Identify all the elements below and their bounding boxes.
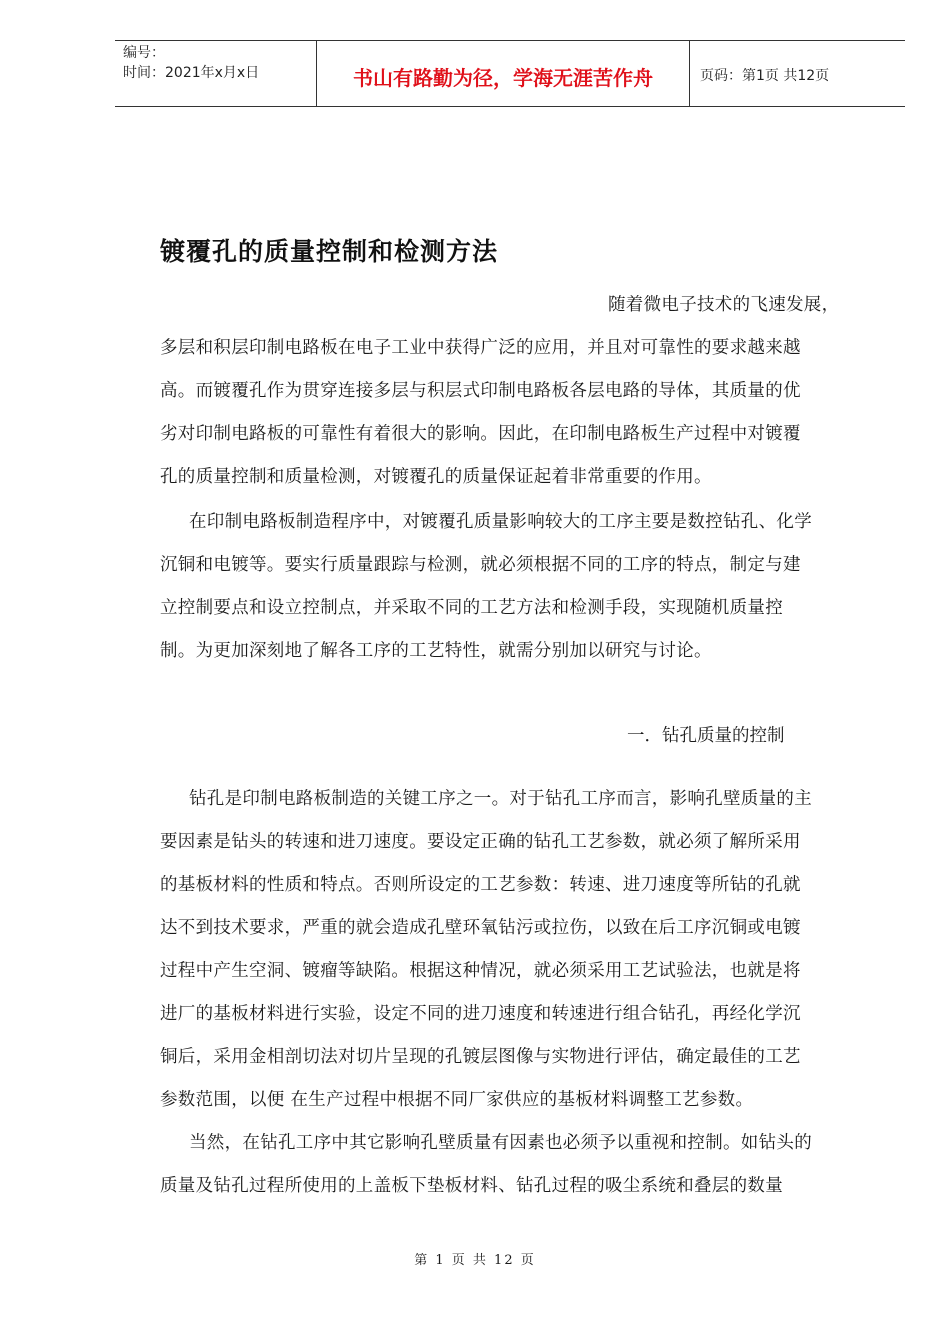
paragraph-line: 在印制电路板制造程序中，对镀覆孔质量影响较大的工序主要是数控钻孔、化学: [189, 512, 812, 532]
header-motto: 书山有路勤为径，学海无涯苦作舟: [316, 41, 690, 106]
header-page-label: 页码：第1页 共12页: [700, 67, 830, 84]
paragraph-line: 多层和积层印制电路板在电子工业中获得广泛的应用，并且对可靠性的要求越来越: [160, 338, 801, 358]
paragraph-line: 高。而镀覆孔作为贯穿连接多层与积层式印制电路板各层电路的导体，其质量的优: [160, 381, 801, 401]
paragraph-line: 孔的质量控制和质量检测，对镀覆孔的质量保证起着非常重要的作用。: [160, 467, 712, 487]
paragraph-line: 沉铜和电镀等。要实行质量跟踪与检测，就必须根据不同的工序的特点，制定与建: [160, 555, 801, 575]
paragraph-line: 过程中产生空洞、镀瘤等缺陷。根据这种情况，就必须采用工艺试验法，也就是将: [160, 961, 801, 981]
document-title: 镀覆孔的质量控制和检测方法: [160, 237, 499, 266]
paragraph-line: 参数范围，以便 在生产过程中根据不同厂家供应的基板材料调整工艺参数。: [160, 1090, 754, 1110]
paragraph-line: 随着微电子技术的飞速发展，: [608, 295, 840, 315]
document-time-label: 时间：2021年x月x日: [123, 65, 260, 81]
paragraph-line: 进厂的基板材料进行实验，设定不同的进刀速度和转速进行组合钻孔，再经化学沉: [160, 1004, 801, 1024]
paragraph-line: 的基板材料的性质和特点。否则所设定的工艺参数：转速、进刀速度等所钻的孔就: [160, 875, 801, 895]
paragraph-line: 铜后，采用金相剖切法对切片呈现的孔镀层图像与实物进行评估，确定最佳的工艺: [160, 1047, 801, 1067]
paragraph-line: 制。为更加深刻地了解各工序的工艺特性，就需分别加以研究与讨论。: [160, 641, 712, 661]
paragraph-line: 劣对印制电路板的可靠性有着很大的影响。因此，在印制电路板生产过程中对镀覆: [160, 424, 801, 444]
paragraph-line: 要因素是钻头的转速和进刀速度。要设定正确的钻孔工艺参数，就必须了解所采用: [160, 832, 801, 852]
page-header: [115, 40, 905, 107]
paragraph-line: 当然，在钻孔工序中其它影响孔壁质量有因素也必须予以重视和控制。如钻头的: [189, 1133, 812, 1153]
page-footer: 第 1 页 共 12 页: [414, 1253, 536, 1268]
document-number-label: 编号：: [123, 45, 165, 61]
paragraph-line: 达不到技术要求，严重的就会造成孔壁环氧钻污或拉伤，以致在后工序沉铜或电镀: [160, 918, 801, 938]
header-meta: [115, 41, 316, 106]
paragraph-line: 钻孔是印制电路板制造的关键工序之一。对于钻孔工序而言，影响孔壁质量的主: [189, 789, 812, 809]
paragraph-line: 立控制要点和设立控制点，并采取不同的工艺方法和检测手段，实现随机质量控: [160, 598, 783, 618]
paragraph-line: 质量及钻孔过程所使用的上盖板下垫板材料、钻孔过程的吸尘系统和叠层的数量: [160, 1176, 783, 1196]
section-heading: 一．钻孔质量的控制: [627, 726, 785, 746]
